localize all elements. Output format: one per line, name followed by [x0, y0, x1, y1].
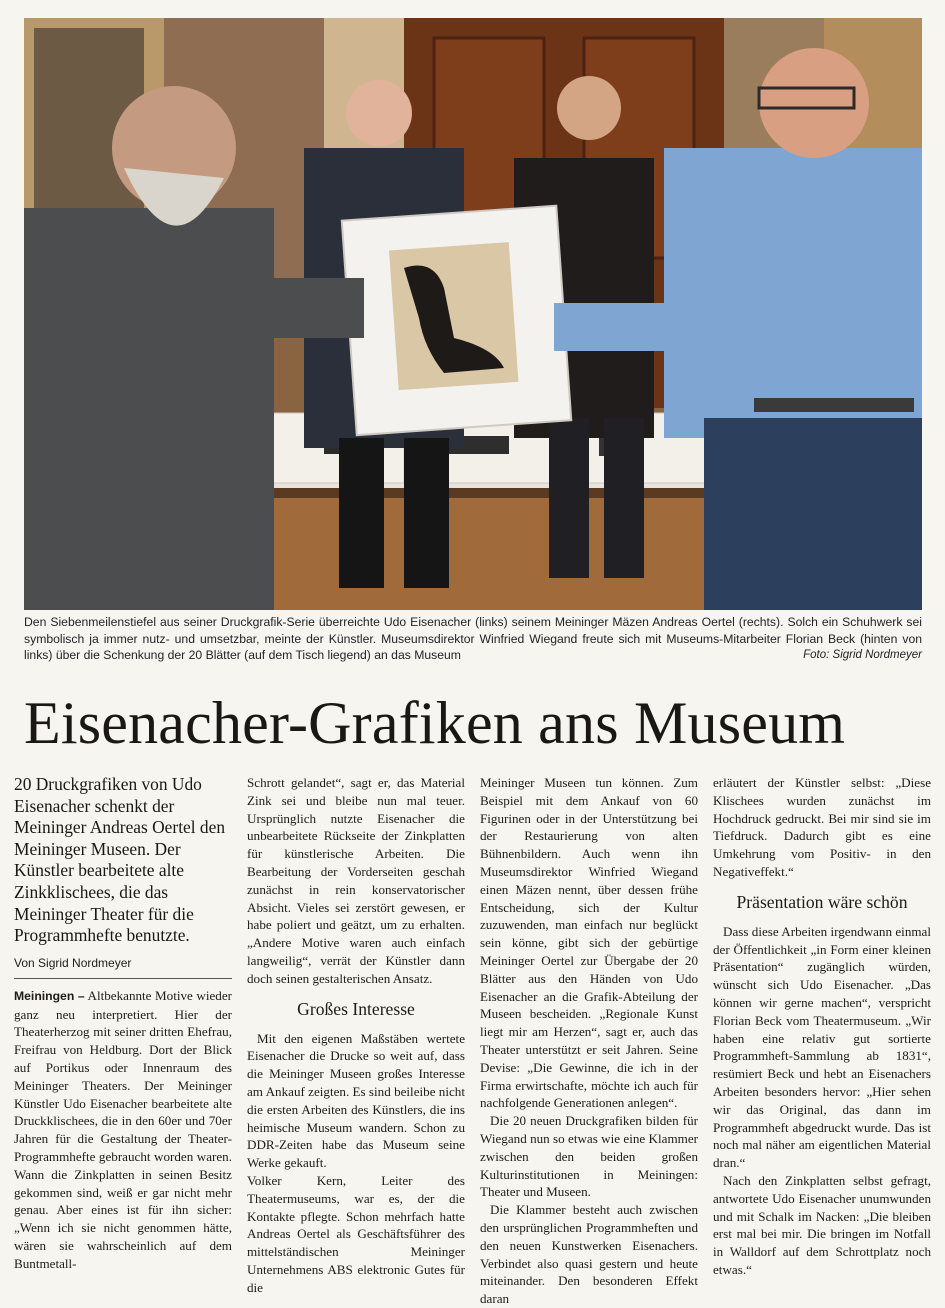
paragraph: Schrott gelandet“, sagt er, das Material Zink sei und bleibe nun mal teuer. Ursprünglich nutzte Eisenacher die unbearbeitete Rückseite der Zinkplatten für künstlerische Arbeiten. Die Bearbeitung der Vorderseiten geschah zunächst in rein konservatorischer Absicht. Vieles sei zerstört gewesen, er habe poliert und geätzt, um zu erhalten. „Andere Motive waren auch einfach langweilig“, verrät der Künstler dann doch seinen gestalterischen Ansatz.: [247, 775, 465, 986]
subheading: Großes Interesse: [297, 998, 415, 1019]
caption-text: Den Siebenmeilenstiefel aus seiner Druckgrafik-Serie überreichte Udo Eisenacher (links) seinem Meininger Mäzen Andreas Oertel (rechts). Solch ein Schuhwerk sei symbolisch ja immer nutz- und umsetzbar, meinte der Künstler. Museumsdirektor Winfried Wiegand freute sich mit Museums-Mitarbeiter Florian Beck (hinten von links) über die Schenkung der 20 Blätter (auf dem Tisch liegend) an das Museum: [24, 615, 922, 662]
article-lead: 20 Druckgrafiken von Udo Eisenacher schenkt der Meininger Andreas Oertel den Meininger Museen. Der Künstler bearbeitete alte Zinkklischees, die das Meininger Theater für die Programmhefte benutzte.: [14, 774, 226, 946]
article-column-4: [713, 774, 931, 1279]
paragraph-text: Altbekannte Motive wieder ganz neu interpretiert. Hier der Theaterherzog mit seiner dritten Ehefrau, Freifrau von Heldburg. Dort der Blick auf Portikus oder Innenraum des Meininger Theaters. Der Meininger Künstler Udo Eisenacher bearbeitete alte Druckklischees, die in den 60er und 70er Jahren für die Gestaltung der Theater-Programmhefte gebraucht worden waren. Wann die Zinkplatten in seinen Besitz gekommen sind, weiß er gar nicht mehr genau. Aber eines ist für ihn sicher: „Wenn ich sie nicht genommen hätte, wären sie wahrscheinlich auf dem Buntmetall-: [14, 987, 232, 1271]
photo-credit: Foto: Sigrid Nordmeyer: [803, 649, 922, 661]
photo-caption: [24, 614, 922, 664]
subheading: Präsentation wäre schön: [736, 891, 908, 912]
news-photo: [24, 18, 922, 610]
article-headline: Eisenacher-Grafiken ans Museum: [24, 690, 846, 756]
paragraph: Meininger Museen tun können. Zum Beispiel mit dem Ankauf von 60 Figurinen oder in der Unterstützung bei der Restaurierung von alten Bühnenbildern. Auch wenn ihn Museumsdirektor Winfried Wiegand einen Mäzen nennt, über dessen frühe Entscheidung, sich der Kultur zuzuwenden, man einfach nur beglückt sein könne, gibt sich der gebürtige Meininger Oertel zur Übergabe der 20 Blätter aus den Händen von Udo Eisenacher an die Grafik-Abteilung der Museen bescheiden. „Regionale Kunst liegt mir am Herzen“, sagt er, auch das Theater unterstützt er seit Jahren. Seine Devise: „Die Gewinne, die ich in der Firma erwirtschafte, möchte ich auch für nachfolgende Generationen anlegen“.: [480, 775, 698, 1111]
paragraph: [14, 987, 232, 1273]
paragraph: Mit den eigenen Maßstäben wertete Eisenacher die Drucke so weit auf, dass die Meininger Museen großes Interesse am Ankauf zeigten. Es sind beileibe nicht die ersten Arbeiten des Künstlers, die ins heimische Museum wandern. Schon zu DDR-Zeiten habe das Museum seine Werke gekauft.: [247, 1030, 465, 1171]
article-column-2: [247, 774, 465, 1297]
article-column-3: [480, 774, 698, 1308]
dateline: Meiningen –: [14, 988, 85, 1003]
byline: Von Sigrid Nordmeyer: [14, 955, 232, 979]
article-column-1: [14, 774, 232, 1273]
paragraph: erläutert der Künstler selbst: „Diese Klischees wurden zunächst im Hochdruck gedruckt. Bei mir sind sie im Tiefdruck. Dadurch gibt es eine Umkehrung vom Positiv- in den Negativeffekt.“: [713, 775, 931, 879]
paragraph: Die Klammer besteht auch zwischen den ursprünglichen Programmheften und den neuen Kunstwerken Eisenachers. Verbindet also quasi gestern und heute miteinander. Den besonderen Effekt daran: [480, 1202, 698, 1307]
paragraph: Dass diese Arbeiten irgendwann einmal der Öffentlichkeit „in Form einer kleinen Präsentation“ zugänglich würden, wünscht sich Udo Eisenacher. „Das können wir gerne machen“, verspricht Florian Beck vom Theatermuseum. „Wir haben eine relativ gut sortierte Programmheft-Sammlung ab 1831“, resümiert Beck und hebt an Eisenachers Arbeiten besonders hervor: „Hier sehen wir das Original, das dann im Programmheft abgedruckt wurde. Das ist noch mal näher am eigentlichen Material dran.“: [713, 923, 931, 1171]
photo-illustration: [24, 18, 922, 610]
paragraph: Volker Kern, Leiter des Theatermuseums, war es, der die Kontakte pflegte. Schon mehrfach hatte Andreas Oertel als Geschäftsführer des mittelständischen Meininger Unternehmens ABS elektronic Gutes für die: [247, 1172, 465, 1295]
paragraph: Die 20 neuen Druckgrafiken bilden für Wiegand nun so etwas wie eine Klammer zwischen den beiden großen Kulturinstitutionen in Meiningen: Theater und Museen.: [480, 1113, 698, 1200]
paragraph: Nach den Zinkplatten selbst gefragt, antwortete Udo Eisenacher unumwunden und mit Schalk im Nacken: „Die bleiben erst mal bei mir. Die bringen im Notfall in Walldorf auf dem Schrottplatz noch etwas.“: [713, 1172, 931, 1277]
